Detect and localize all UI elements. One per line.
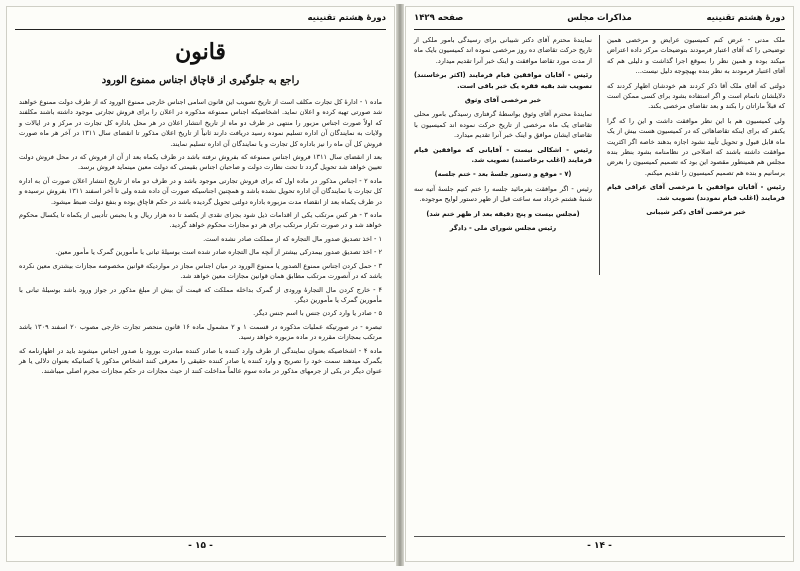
law-paragraph: بعد از انقضای سال ۱۳۱۱ فروش اجناس ممنوعه که بفروش نرفته باشد در ظرف یکماه بعد از آن از فروش که در محل فروش دولت تعیین خواهد شد تحویل گردد تا تحت نظارت دولت و صاحبان اجناس بقیمتی که دولت معین مینماید فروش برسد.	[19, 153, 383, 172]
column-paragraph: رئیس - اگر موافقت بفرمائید جلسه را ختم کنیم جلسهٔ آتیه سه شنبهٔ هشتم خرداد سه ساعت قبل از ظهر دستور لوایح موجوده.	[414, 184, 592, 204]
law-paragraph: ۳ - حمل کردن اجناس ممنوع الصدور یا ممنوع الورود در میان اجناس مجاز در مواردیکه قوانین مخصوصه مجازات بیشتری معین نکرده باشد که در آنصورت مرتکب مطابق همان قوانین مجازات معین خواهد شد.	[19, 261, 382, 281]
right-header-rule	[414, 29, 785, 30]
column-paragraph: رئیس - آقایان موافقین با مرخصی آقای عراقی قیام فرمایند (اغلب قیام نمودند) تصویب شد.	[607, 183, 785, 202]
column-paragraph: ولی کمیسیون هم با این نظر موافقت داشت و این را که گرا یکنفر که برای اینکه تقاضاهائی که در کمیسیون هست بیش از یک ماه قابل قبول و تحویل تأیید نشود اجازه بدهند خاصه اگر اکثریت موافقت داشته باشند که اصلاحی در نظامنامه بشود بنظر بنده مجلس هم همینطور مقصود این بود که تصمیم کمیسیون را بعرض برسانیم و بنده هم تصمیم کمیسیون را تقدیم میکنم.	[607, 116, 785, 177]
book-gutter	[396, 4, 404, 566]
law-paragraph: ۵ - صادر یا وارد کردن جنس با اسم جنس دیگر.	[253, 309, 382, 318]
column-subheading: خبر مرخصی آقای وثوق	[464, 96, 542, 105]
law-paragraph: ماده ۲ - اجناس مذکور در ماده اول که برای فروش تجارتی موجود باشد و در ظرف دو ماه از تاریخ انتشار اعلان صورت آن به اداره کل تجارت یا نمایندگان آن اداره تحویل نشده باشد و همچنین اجناسیکه صورت آن داده شده ولی تا آخر اسفند ۱۳۱۱ بفروش نرسیده و در ظرف یکماه بعد از انقضاء مدت مزبوره باداره دولتی تحویل گردیده باشد در حکم قاچاق بوده و بنفع دولت ضبط میشود.	[19, 176, 382, 206]
left-column	[414, 35, 592, 238]
law-paragraph: ماده ۴ - اشخاصیکه بعنوان نمایندگی از طرف وارد کننده یا صادر کننده مبادرت بورود یا صدور اجناس میشوند باید در اظهارنامه که بگمرک میدهند سمت خود را تصریح و وارد کننده یا صادر کننده حقیقی را معرفی کنند اشخاص مذکور یا کسانیکه بعنوان دلالی یا هر عنوان دیگر در یکی از جرمهای مذکور در ماده سوم عالماً مداخلت کنند از حیث مجازات در حکم مجازات مجرم اصلی میباشند.	[19, 346, 383, 376]
column-paragraph: نمایندهٔ محترم آقای وثوق بواسطهٔ گرفتاری رسیدگی بامور محلی تقاضای یک ماه مرخصی از تاریخ حرکت نموده اند کمیسیون با تقاضای ایشان موافق و اینک خبر آنرا تقدیم میدارد.	[414, 110, 592, 140]
law-subtitle: راجع به جلوگیری از قاچاق اجناس ممنوع الورود	[101, 75, 300, 86]
law-title: قانون	[175, 39, 226, 65]
right-header-right: دورهٔ هشتم تقنینیه	[706, 13, 785, 23]
law-paragraph: ماده ۳ - هر کس مرتکب یکی از اقدامات ذیل شود بجزای نقدی از یکصد تا ده هزار ریال و یا بحبس تأدیبی از یکماه تا یکسال محکوم خواهد شد و در صورت تکرار مرتکب برای هر دو مجازات محکوم خواهد گردید.	[19, 211, 383, 230]
column-paragraph: رئیس - اشکالی نیست - آقایانی که موافقین قیام فرمایند (اغلب برخاستند) تصویب شد.	[414, 145, 592, 165]
left-header-rule	[15, 29, 386, 30]
right-header-left: صفحه ۱۴۲۹	[414, 13, 464, 23]
right-page	[405, 6, 794, 562]
law-body	[19, 97, 382, 380]
column-subheading: (۷ - موقع و دستور جلسهٔ بعد - ختم جلسه)	[434, 170, 572, 179]
column-paragraph: نمایندهٔ محترم آقای دکتر شیبانی برای رسیدگی بامور ملکی از تاریخ حرکت تقاضای ده روز مرخصی نموده اند کمیسیون بایک ماه از مدت مورد تقاضا موافقت و اینک خبر آنرا تقدیم میدارد.	[414, 36, 592, 65]
column-paragraph: ملک مدنی - عرض کنم کمیسیون عرایض و مرخصی همین توضیحی را که آقای اعتبار فرمودند بتوضیحات مرکز داده اعتراض میکند بوده و همین نظر را بموقع اجرا گذاشت و دلیلی هم که آقای اعتبار فرمودند به نظر بنده بهیچوجه دلیل نیست...	[607, 36, 785, 76]
left-page-number: - ۱۵ -	[188, 541, 213, 551]
law-paragraph: تبصره - در صورتیکه عملیات مذکوره در قسمت ۱ و ۲ مشمول ماده ۱۶ قانون منحصر تجارت خارجی مصوب ۲۰ اسفند ۱۳۰۹ باشد مرتکب بمجازات مقرره در ماده مزبوره خواهد رسید.	[19, 322, 382, 342]
signature-line: رئیس مجلس شورای ملی - دادگر	[449, 224, 557, 233]
law-paragraph: ماده ۱ - ادارهٔ کل تجارت مکلف است از تاریخ تصویب این قانون اسامی اجناس خارجی ممنوع الورود که از طرف دولت ممنوع خواهند شد صورتی تهیه کرده و اعلان نماید. اشخاصیکه اجناس ممنوعه مذکوره در اعلان را برای فروش تجارتی موجود داشته باشند مکلفند که اولاً صورت اجناس مزبور را منتهی در ظرف دو ماه از تاریخ انتشار اعلان در هر محل باداره کل تجارت در مرکز و در ایالات و ولایات به نمایندگان آن اداره تسلیم نموده رسید دریافت دارند ثانیاً از تاریخ اعلان مذکور تا انقضای سال ۱۳۱۱ در آخر هر ماه صورت فروش کل آن ماه را نیز باداره کل تجارت و یا نمایندگان آن اداره تسلیم نمایند.	[19, 98, 383, 148]
law-paragraph: ۴ - خارج کردن مال التجارهٔ ورودی از گمرک بداخله مملکت که قیمت آن بیش از مبلغ مذکور در جواز ورود باشد بوسیلهٔ تبانی با مأمورین گمرک یا مأمورین دیگر.	[19, 285, 382, 304]
left-bottom-rule	[15, 536, 386, 537]
left-page	[6, 6, 395, 562]
law-paragraph: ۲ - اخذ تصدیق صدور بیمدرکی بیشتر از آنچه مال التجاره صادر شده است بوسیلهٔ تبانی با مأمورین گمرک یا مأمور معین.	[55, 248, 382, 257]
column-paragraph: رئیس - آقایان موافقین قیام فرمایند (اکثر برخاستند) تصویب شد بقیه فقره یک خبر باقی است.	[414, 71, 592, 90]
left-running-header	[15, 13, 386, 29]
column-subheading: خبر مرخصی آقای دکتر شیبانی	[646, 208, 746, 217]
session-close-note: (مجلس بیست و پنج دقیقه بعد از ظهر ختم شد)	[426, 209, 580, 218]
column-divider	[599, 35, 600, 275]
right-running-header	[414, 13, 785, 29]
right-header-middle: مذاکرات مجلس	[567, 13, 632, 23]
right-bottom-rule	[414, 536, 785, 537]
right-page-number: - ۱۴ -	[587, 541, 612, 551]
left-header-right: دورهٔ هشتم تقنینیه	[307, 13, 386, 23]
right-column	[607, 35, 785, 222]
column-paragraph: دولتی که آقای ملک آقا ذکر کردند هم خودشان اظهار کردند که دلایلشان ناتمام است و اگر استفاده بشود برای کسی ممکن است که قبلاً ماراتان را بکند و بعد تقاضای مرخصی بکند.	[607, 81, 785, 111]
law-paragraph: ۱ - اخذ تصدیق صدور مال التجاره که از مملکت صادر نشده است.	[203, 234, 382, 243]
